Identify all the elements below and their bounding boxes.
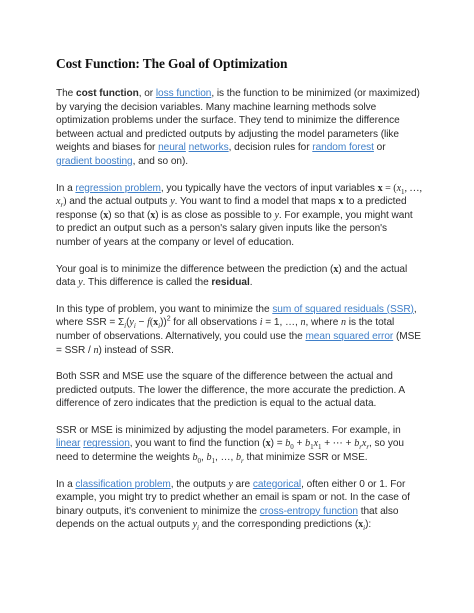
link-cross-entropy[interactable]: cross-entropy function: [259, 505, 358, 517]
text: , where: [305, 317, 342, 329]
math-sub: 1: [211, 457, 215, 466]
text: . For example, you might want to predict an output such as a person's salary given inputs like the person's number of years at the company or level of education.: [56, 209, 413, 248]
text: ,: [201, 452, 207, 464]
link-random-forest[interactable]: random forest: [312, 142, 374, 154]
math-var: y: [170, 196, 175, 208]
link-linear-regression[interactable]: linear: [56, 438, 81, 450]
link-classification-problem[interactable]: classification problem: [75, 478, 171, 490]
math-sub: i: [197, 524, 199, 533]
text: (: [126, 317, 130, 329]
math-op: ): [63, 196, 67, 208]
math-sub: 0: [197, 457, 201, 466]
math-var: y: [78, 277, 83, 289]
math-sub: 1: [401, 187, 405, 196]
paragraph-ssr: In this type of problem, you want to minimize the sum of squared residuals (SSR), where SSR = $\Sigma_i(y_i - f(x_i))^2$ for all observations i = 1, …, n, where n is the total number of observations. Alternatively, you could use the mean squared error (MSE = SSR / n) instead of SSR.: [56, 303, 421, 356]
text: −: [135, 317, 148, 329]
math-var: x: [103, 209, 109, 221]
math-var: x: [313, 438, 318, 450]
text: +: [293, 438, 306, 450]
paragraph-ssr-mse: Both SSR and MSE use the square of the difference between the actual and predicted outputs. The lower the difference, the more accurate the prediction. A difference of zero indicates that the prediction is equal to the actual data.: [56, 371, 405, 410]
math-var: n: [341, 317, 347, 329]
page-title: Cost Function: The Goal of Optimization: [56, 56, 288, 71]
text: (MSE = SSR /: [56, 330, 421, 356]
text: , where SSR = Σ: [56, 303, 417, 329]
math-var: b: [206, 452, 212, 464]
math-sub: r: [60, 201, 64, 210]
text: In a: [56, 182, 76, 194]
text: ) instead of SSR.: [98, 344, 174, 356]
text: . This difference is called the: [82, 277, 212, 289]
math-var: y: [129, 317, 134, 329]
math-var: x: [56, 196, 61, 208]
text: , often either 0 or 1. For example, you might try to predict whether an email is spam or not. In the case of binary outputs, it's convenient to minimize the: [56, 478, 410, 517]
text: , so you need to determine the weights: [56, 438, 404, 464]
math-op: , …,: [404, 182, 422, 194]
math-var: x: [396, 182, 402, 194]
text: is the total number of observations. Alternatively, you could use the: [56, 317, 395, 342]
text: , the outputs: [170, 478, 229, 490]
math-sub: i: [133, 322, 136, 331]
link-linear-regression-cont[interactable]: regression: [83, 438, 130, 450]
math-sub: r: [241, 457, 244, 466]
text: .: [249, 277, 253, 289]
text: ) and the actual data: [56, 263, 408, 289]
math-op: =: [382, 182, 394, 194]
text: , you want to find the function (: [129, 438, 266, 450]
text: , …,: [214, 452, 237, 464]
text: , and so on).: [132, 155, 189, 167]
math-var: x: [153, 317, 159, 329]
text: ):: [365, 519, 372, 531]
math-var: f: [147, 317, 150, 329]
math-sub: 0: [290, 443, 294, 452]
bold-term: cost function: [76, 88, 139, 99]
text: to a predicted response (: [56, 196, 407, 221]
math-sub: r: [366, 443, 370, 452]
text: that also depends on the actual outputs: [56, 505, 399, 531]
math-var: y: [228, 478, 233, 490]
text: and the corresponding predictions (: [198, 519, 359, 531]
bold-term: residual: [211, 277, 250, 289]
link-categorical[interactable]: categorical: [252, 478, 302, 490]
text: = 1, …,: [262, 317, 301, 329]
math-sub: r: [359, 443, 362, 452]
text: or: [373, 142, 386, 154]
text: ) is as close as possible to: [155, 209, 275, 221]
text: and the actual outputs: [66, 196, 171, 208]
link-neural-networks[interactable]: neural: [158, 142, 186, 154]
math-var: b: [236, 452, 242, 464]
text: , or: [138, 88, 156, 99]
paragraph-linear-regression: [56, 424, 422, 465]
paragraph-cost-function: [56, 87, 422, 169]
text: , you typically have the vectors of input variables: [160, 182, 378, 194]
link-ssr[interactable]: sum of squared residuals (SSR): [272, 303, 414, 315]
text: ) so that (: [108, 209, 151, 221]
math-sub: i: [124, 322, 127, 331]
paragraph-regression: [56, 182, 422, 250]
text: In this type of problem, you want to minimize the: [56, 303, 273, 315]
math-var: b: [192, 452, 198, 464]
math-var: n: [93, 344, 99, 356]
text: , is the function to be minimized (or maximized) by varying the decision variables. Many machine learning methods solve optimization problems under the surface. They tend to minimize the difference between actual and predicted outputs by adjusting the model parameters (like weights and biases for: [56, 88, 420, 154]
math-var: x: [265, 438, 271, 450]
math-var: y: [274, 209, 279, 221]
text: , decision rules for: [228, 142, 313, 154]
text: + ⋯ +: [321, 438, 355, 450]
math-var: x: [377, 182, 383, 194]
text: ) =: [270, 438, 286, 450]
math-var: x: [333, 263, 339, 275]
link-regression-problem[interactable]: regression problem: [75, 182, 161, 194]
text: )): [160, 317, 167, 329]
text: are: [232, 478, 253, 490]
text: that minimize SSR or MSE.: [243, 452, 368, 464]
paragraph-residual: [56, 263, 422, 290]
math-var: y: [192, 519, 197, 531]
math-var: b: [285, 438, 291, 450]
math-var: x: [361, 438, 367, 450]
link-loss-function[interactable]: loss function: [155, 88, 212, 99]
link-gradient-boosting[interactable]: gradient boosting: [56, 155, 133, 167]
text: SSR or MSE is minimized by adjusting the model parameters. For example, in: [56, 424, 401, 436]
math-var: x: [338, 196, 344, 208]
math-var: n: [300, 317, 306, 329]
math-var: i: [259, 317, 263, 329]
math-var: x: [150, 209, 156, 221]
text: The: [56, 88, 76, 99]
math-sub: i: [158, 322, 161, 331]
math-sup: 2: [166, 315, 171, 323]
math-var: b: [305, 438, 311, 450]
math-sub: i: [363, 524, 366, 533]
math-var: b: [354, 438, 360, 450]
text: for all observations: [170, 317, 260, 329]
text: In a: [56, 478, 76, 490]
paragraph-classification: [56, 478, 422, 532]
text: Your goal is to minimize the difference between the prediction (: [56, 263, 334, 275]
link-mean-squared-error[interactable]: mean squared error: [305, 330, 394, 342]
link-neural-networks-cont[interactable]: networks: [188, 142, 229, 154]
math-sub: 1: [310, 443, 314, 452]
text: . You want to find a model that maps: [174, 196, 339, 208]
math-op: (: [393, 182, 397, 194]
math-var: x: [358, 519, 364, 531]
math-sub: 1: [318, 443, 322, 452]
